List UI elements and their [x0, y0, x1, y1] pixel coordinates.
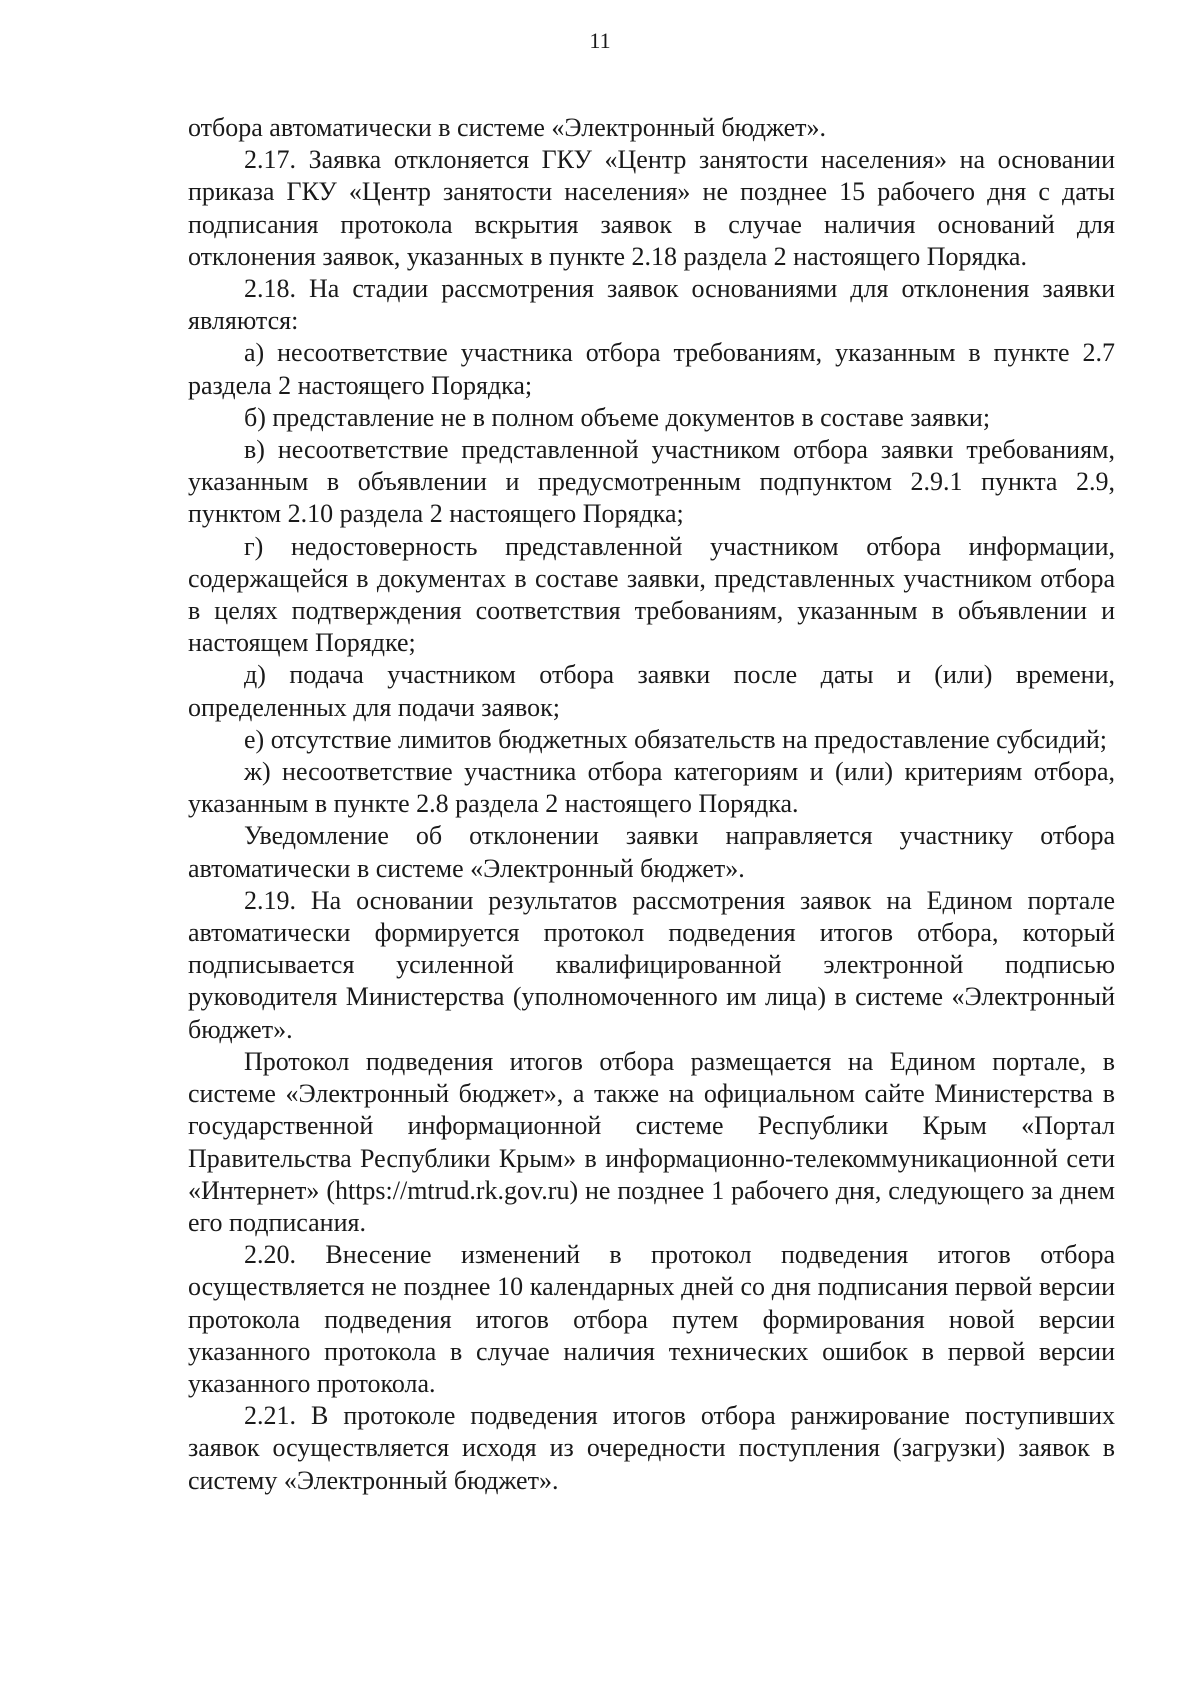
paragraph-continuation: отбора автоматически в системе «Электронный бюджет». [188, 113, 827, 142]
paragraph-rejection-notice: Уведомление об отклонении заявки направляется участнику отбора автоматически в системе «Электронный бюджет». [188, 821, 1115, 883]
list-item-b: б) представление не в полном объеме документов в составе заявки; [244, 402, 991, 432]
paragraph-protocol-publication: Протокол подведения итогов отбора размещается на Едином портале, в системе «Электронный бюджет», а также на официальном сайте Министерства в государственной информационной системе Республики Крым «Портал Правительства Республики Крым» в информационно-телекоммуникационной сети «Интернет» (https://mtrud.rk.gov.ru) не позднее 1 рабочего дня, следующего за днем его подписания. [188, 1046, 1115, 1237]
list-item-d: д) подача участником отбора заявки после даты и (или) времени, определенных для подачи заявок; [188, 660, 1115, 722]
list-item-a: а) несоответствие участника отбора требованиям, указанным в пункте 2.7 раздела 2 настоящего Порядка; [188, 338, 1115, 400]
paragraph-2-19: 2.19. На основании результатов рассмотрения заявок на Едином портале автоматически формируется протокол подведения итогов отбора, который подписывается усиленной квалифицированной электронной подписью руководителя Министерства (уполномоченного им лица) в системе «Электронный бюджет». [188, 885, 1115, 1044]
list-item-e: е) отсутствие лимитов бюджетных обязательств на предоставление субсидий; [244, 724, 1107, 754]
document-body [188, 112, 1115, 1497]
list-item-v: в) несоответствие представленной участником отбора заявки требованиям, указанным в объявлении и предусмотренным подпунктом 2.9.1 пункта 2.9, пунктом 2.10 раздела 2 настоящего Порядка; [188, 435, 1115, 529]
list-item-zh: ж) несоответствие участника отбора категориям и (или) критериям отбора, указанным в пункте 2.8 раздела 2 настоящего Порядка. [188, 757, 1115, 819]
paragraph-2-17: 2.17. Заявка отклоняется ГКУ «Центр занятости населения» на основании приказа ГКУ «Центр занятости населения» не позднее 15 рабочего дня с даты подписания протокола вскрытия заявок в случае наличия оснований для отклонения заявок, указанных в пункте 2.18 раздела 2 настоящего Порядка. [188, 145, 1115, 271]
paragraph-2-20: 2.20. Внесение изменений в протокол подведения итогов отбора осуществляется не позднее 10 календарных дней со дня подписания первой версии протокола подведения итогов отбора путем формирования новой версии указанного протокола в случае наличия технических ошибок в первой версии указанного протокола. [188, 1240, 1115, 1398]
page-number: 11 [589, 28, 611, 53]
paragraph-2-21: 2.21. В протоколе подведения итогов отбора ранжирование поступивших заявок осуществляется исходя из очередности поступления (загрузки) заявок в систему «Электронный бюджет». [188, 1401, 1115, 1495]
paragraph-2-18: 2.18. На стадии рассмотрения заявок основаниями для отклонения заявки являются: [188, 274, 1115, 336]
list-item-g: г) недостоверность представленной участником отбора информации, содержащейся в документах в составе заявки, представленных участником отбора в целях подтверждения соответствия требованиям, указанным в объявлении и настоящем Порядке; [188, 531, 1115, 658]
